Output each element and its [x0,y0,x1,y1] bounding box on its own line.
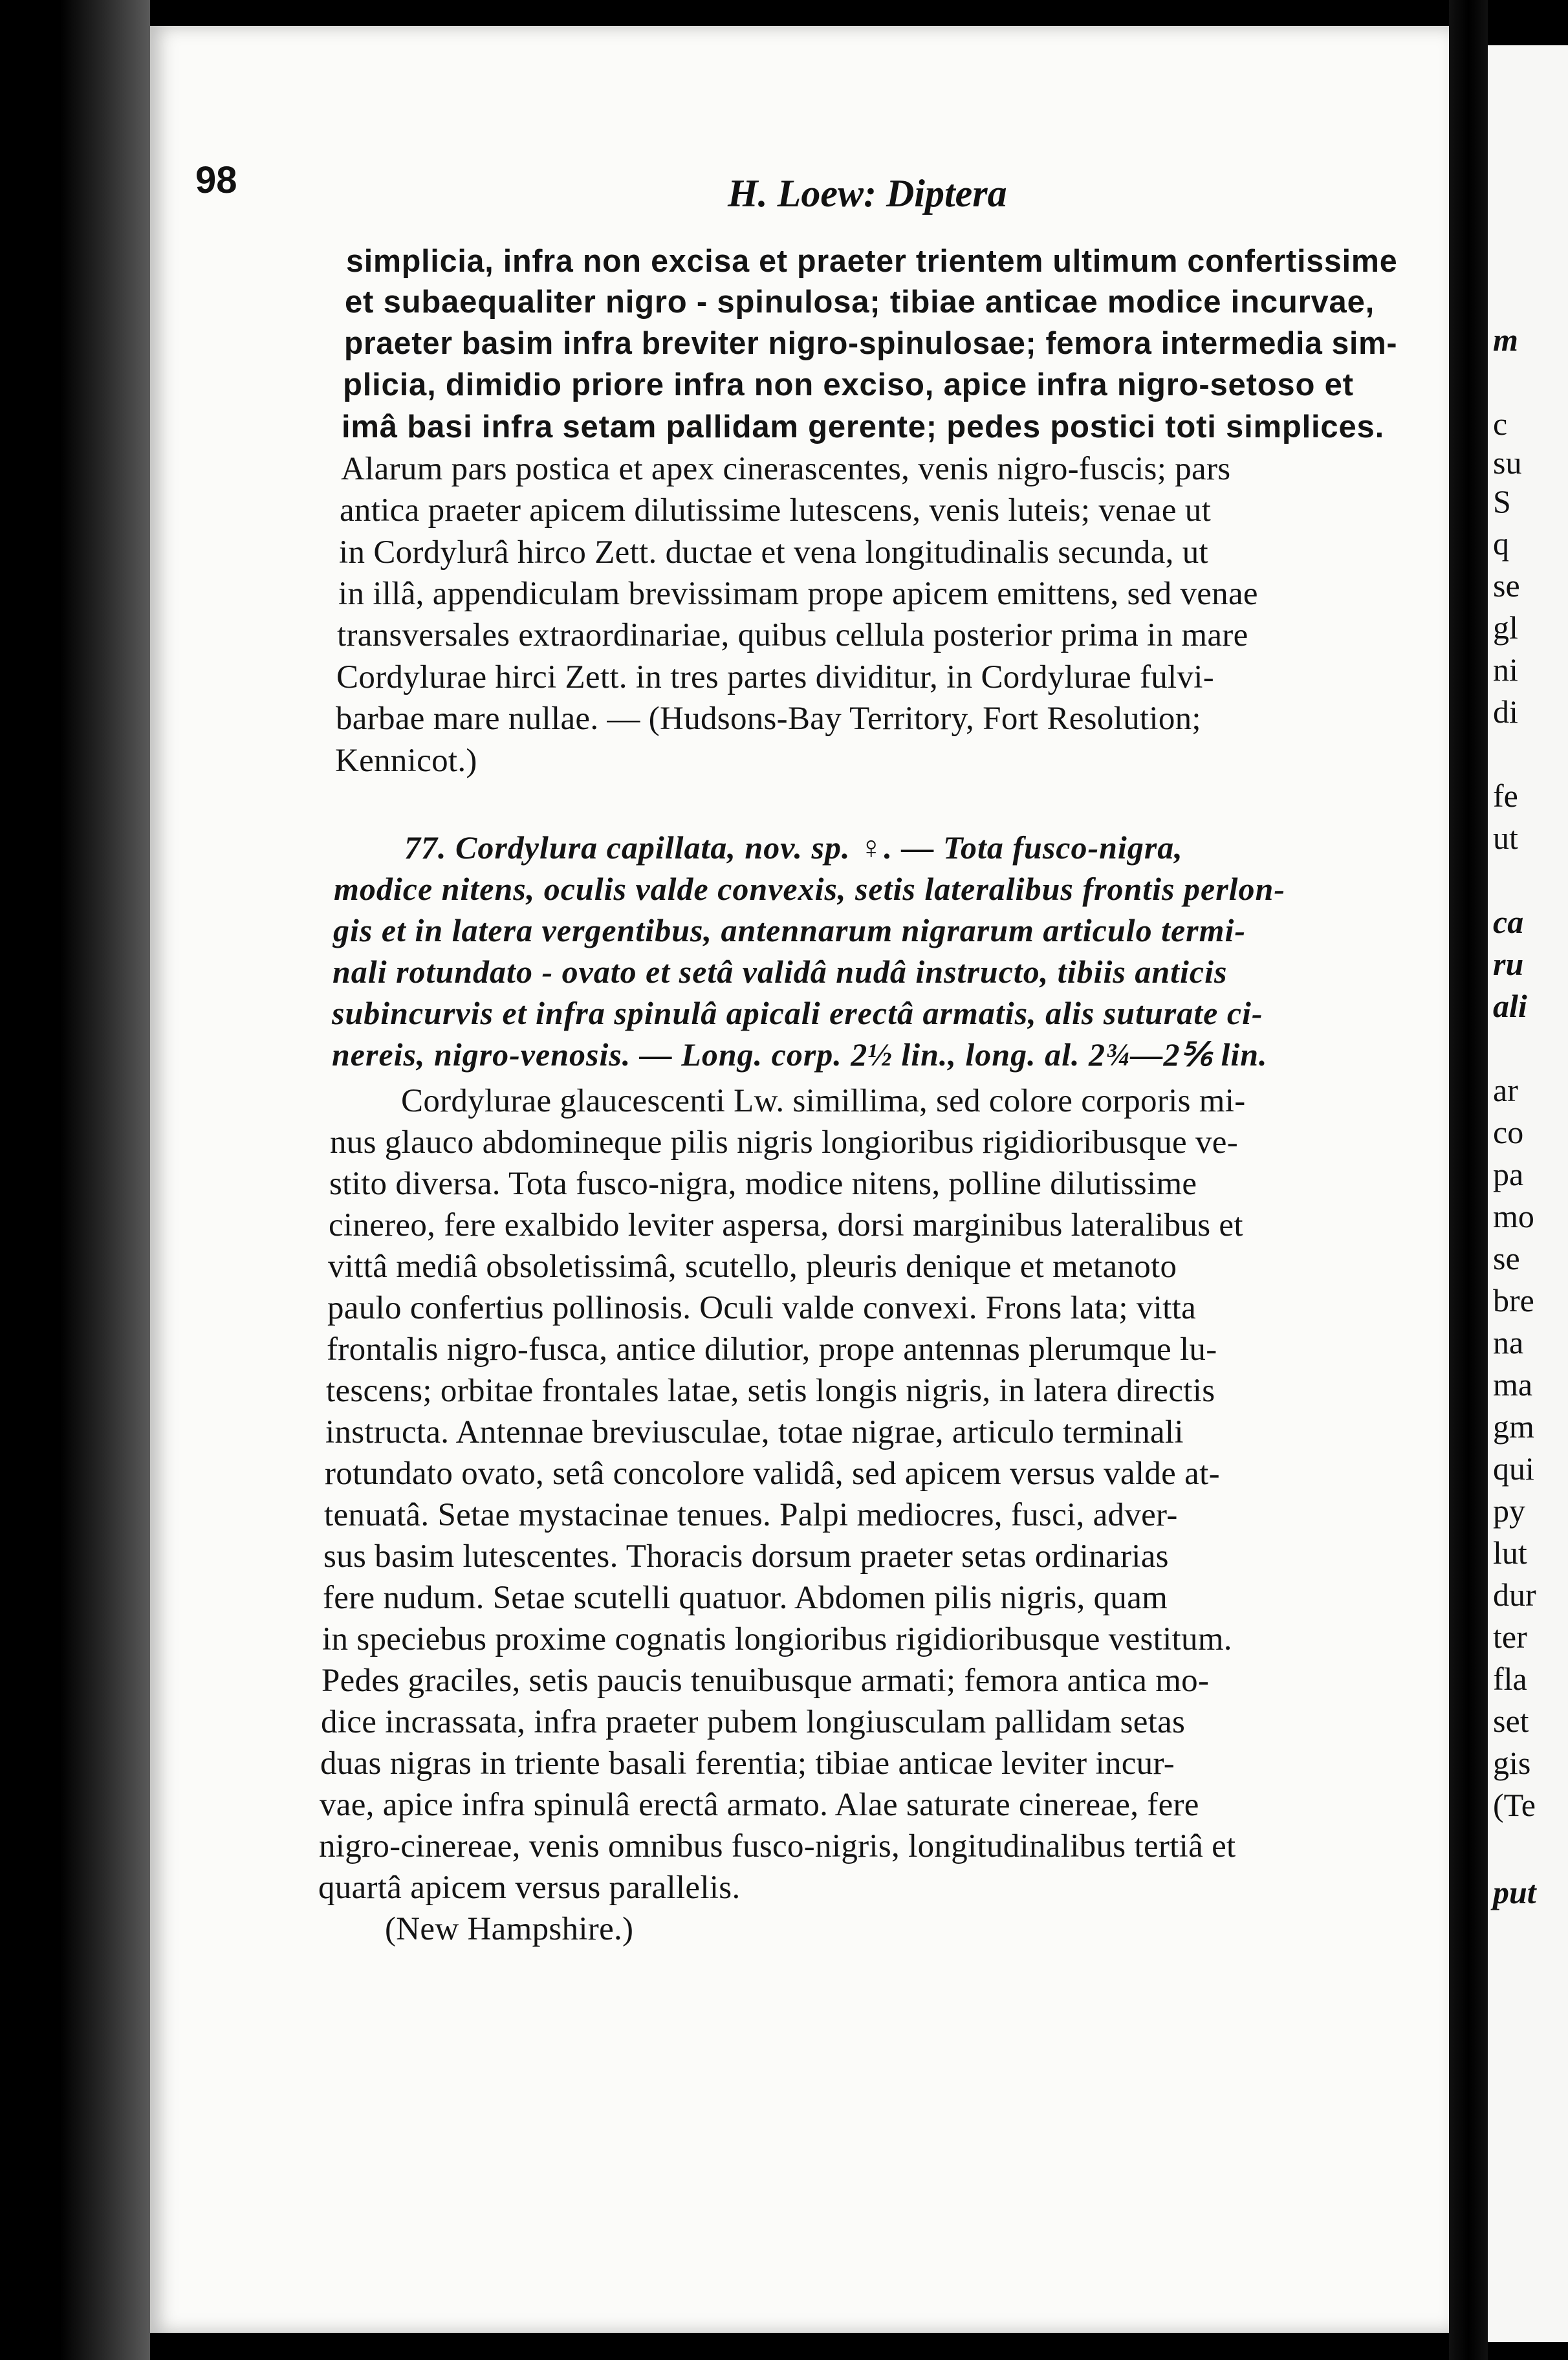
facing-page-text: (Te [1493,1787,1536,1823]
facing-page-text: fla [1493,1661,1527,1697]
facing-page-text: gis [1493,1745,1531,1781]
body-line: transversales extraordinariae, quibus cellula posterior prima in mare [337,617,1248,653]
body-line: barbae mare nullae. — (Hudsons-Bay Territory, Fort Resolution; [336,701,1201,737]
facing-page-text: ali [1493,988,1527,1024]
body-line: praeter basim infra breviter nigro-spinulosae; femora intermedia sim- [344,326,1398,361]
body-line: rotundato ovato, setâ concolore validâ, sed apicem versus valde at- [325,1456,1220,1492]
diagnosis-line: nali rotundato - ovato et setâ validâ nudâ instructo, tibiis anticis [332,954,1228,990]
facing-page-text: na [1493,1324,1524,1360]
facing-page-text: m [1493,322,1518,358]
body-line: antica praeter apicem dilutissime lutescens, venis luteis; venae ut [340,492,1212,529]
body-line: Cordylurae glaucescenti Lw. simillima, sed colore corporis mi- [401,1083,1246,1119]
facing-page-text: su [1493,444,1522,481]
facing-page-text: gm [1493,1408,1534,1445]
body-line: in illâ, appendiculam brevissimam prope apicem emittens, sed venae [338,576,1258,612]
facing-page-text: set [1493,1703,1529,1739]
facing-page-text: gl [1493,609,1518,646]
body-line: vittâ mediâ obsoletissimâ, scutello, pleuris denique et metanoto [328,1249,1177,1285]
facing-page-text: pa [1493,1156,1524,1192]
facing-page-text: put [1493,1874,1536,1910]
body-line: plicia, dimidio priore infra non exciso, apice infra nigro-setoso et [343,367,1354,402]
body-line: frontalis nigro-fusca, antice dilutior, prope antennas plerumque lu- [327,1331,1217,1368]
body-line: nigro-cinereae, venis omnibus fusco-nigris, longitudinalibus tertiâ et [319,1828,1236,1864]
body-line: Alarum pars postica et apex cinerascentes, venis nigro-fuscis; pars [341,451,1231,487]
facing-page-text: co [1493,1114,1524,1150]
facing-page-text: ar [1493,1072,1518,1108]
facing-page-text: ru [1493,946,1524,982]
body-line: Kennicot.) [335,743,477,779]
diagnosis-line: subincurvis et infra spinulâ apicali erectâ armatis, alis suturate ci- [332,995,1263,1031]
facing-page-text: lut [1493,1535,1527,1571]
body-line: in speciebus proxime cognatis longioribus rigidioribusque vestitum. [322,1621,1232,1657]
locality-line: (New Hampshire.) [385,1911,634,1947]
facing-page-text: bre [1493,1282,1534,1318]
body-line: et subaequaliter nigro - spinulosa; tibiae anticae modice incurvae, [345,285,1375,320]
body-line: cinereo, fere exalbido leviter aspersa, dorsi marginibus lateralibus et [329,1207,1243,1243]
facing-page-text: S [1493,483,1511,519]
facing-page-text: qui [1493,1450,1534,1487]
body-line: tescens; orbitae frontales latae, setis longis nigris, in latera directis [326,1373,1215,1409]
body-line: dice incrassata, infra praeter pubem longiusculam pallidam setas [321,1704,1186,1740]
diagnosis-line: modice nitens, oculis valde convexis, setis lateralibus frontis perlon- [334,871,1285,907]
facing-page-text: se [1493,567,1520,604]
facing-page-text: se [1493,1240,1520,1276]
body-line: Pedes graciles, setis paucis tenuibusque armati; femora antica mo- [321,1663,1210,1699]
body-line: quartâ apicem versus parallelis. [318,1870,741,1906]
body-line: in Cordylurâ hirco Zett. ductae et vena longitudinalis secunda, ut [339,534,1209,571]
body-line: duas nigras in triente basali ferentia; tibiae anticae leviter incur- [320,1745,1175,1782]
diagnosis-line: gis et in latera vergentibus, antennarum nigrarum articulo termi- [333,912,1247,948]
facing-page-text: di [1493,694,1518,730]
body-line: nus glauco abdomineque pilis nigris longioribus rigidioribusque ve- [330,1124,1238,1161]
body-line: tenuatâ. Setae mystacinae tenues. Palpi mediocres, fusci, adver- [324,1497,1178,1533]
facing-page-text: mo [1493,1198,1534,1234]
body-line: stito diversa. Tota fusco-nigra, modice nitens, polline dilutissime [329,1166,1197,1202]
body-line: instructa. Antennae breviusculae, totae nigrae, articulo terminali [325,1414,1184,1450]
facing-page-text: c [1493,406,1508,442]
facing-page-text: py [1493,1492,1525,1529]
facing-page-text: ter [1493,1619,1527,1655]
body-line: imâ basi infra setam pallidam gerente; pedes postici toti simplices. [342,410,1384,444]
species-heading: 77. Cordylura capillata, nov. sp. ♀. — Tota fusco-nigra, [404,829,1183,866]
body-line: vae, apice infra spinulâ erectâ armato. Alae saturate cinereae, fere [320,1787,1199,1823]
facing-page-text: ma [1493,1366,1533,1403]
running-head: H. Loew: Diptera [728,172,1007,215]
facing-page-fragment [1488,45,1568,2342]
facing-page-text: ni [1493,651,1518,688]
body-line: paulo confertius pollinosis. Oculi valde convexi. Frons lata; vitta [327,1290,1197,1326]
facing-page-text: ut [1493,820,1518,856]
facing-page-text: fe [1493,778,1518,814]
facing-page-text: ca [1493,904,1524,940]
body-line: Cordylurae hirci Zett. in tres partes dividitur, in Cordylurae fulvi- [336,659,1215,695]
facing-page-text: dur [1493,1577,1536,1613]
diagnosis-line: nereis, nigro-venosis. — Long. corp. 2½ lin., long. al. 2¾—2⅚ lin. [332,1036,1268,1073]
body-line: simplicia, infra non excisa et praeter trientem ultimum confertissime [346,244,1398,279]
body-line: sus basim lutescentes. Thoracis dorsum praeter setas ordinarias [323,1538,1169,1575]
book-gutter [1449,0,1488,2360]
scan-left-margin [0,0,150,2360]
page-number: 98 [195,159,237,201]
facing-page-text: q [1493,525,1509,562]
body-line: fere nudum. Setae scutelli quatuor. Abdomen pilis nigris, quam [323,1580,1168,1616]
